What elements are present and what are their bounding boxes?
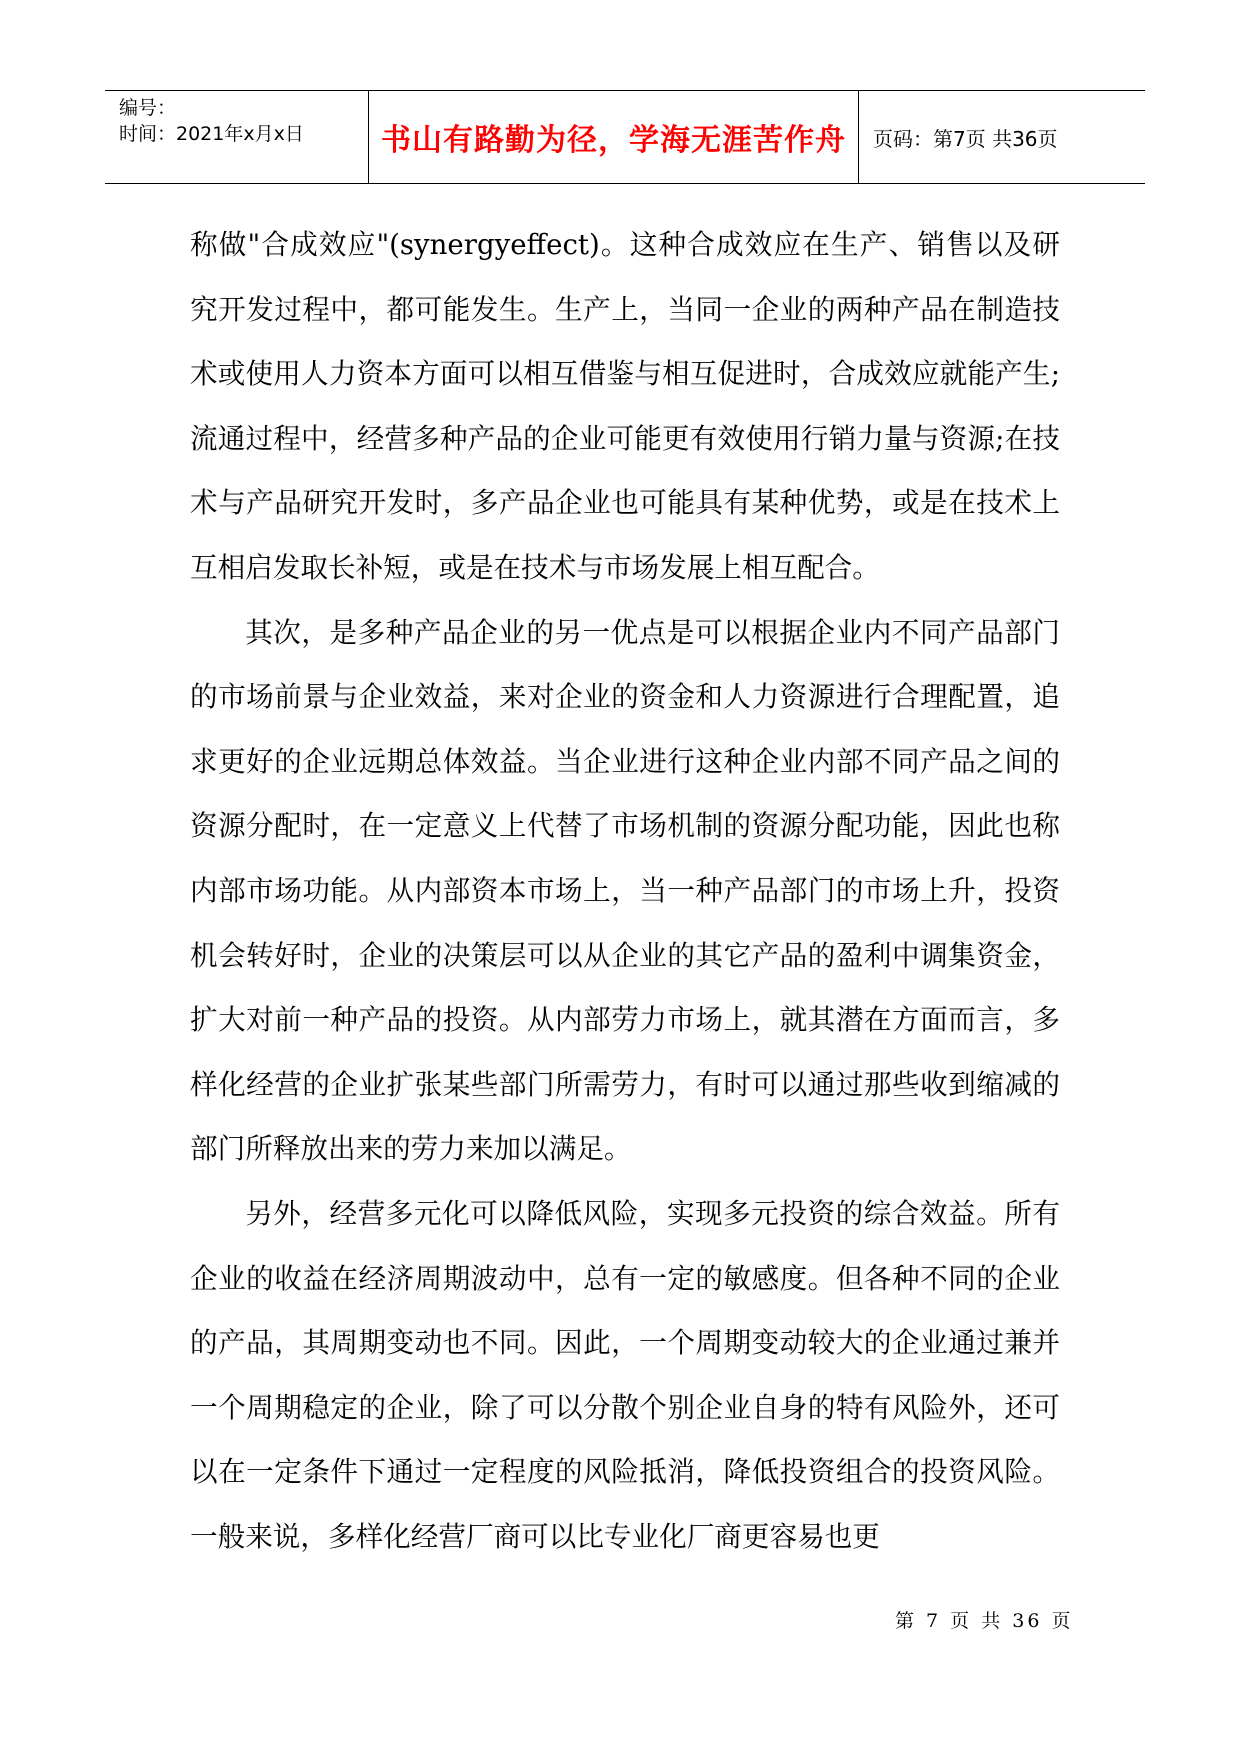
header-page-code: 页码：第7页 共36页 [873, 126, 1058, 151]
page-header [105, 90, 1145, 184]
body-paragraph-2: 其次，是多种产品企业的另一优点是可以根据企业内不同产品部门的市场前景与企业效益，来对企业的资金和人力资源进行合理配置，追求更好的企业远期总体效益。当企业进行这种企业内部不同产品之间的资源分配时，在一定意义上代替了市场机制的资源分配功能，因此也称内部市场功能。从内部资本市场上，当一种产品部门的市场上升，投资机会转好时，企业的决策层可以从企业的其它产品的盈利中调集资金，扩大对前一种产品的投资。从内部劳力市场上，就其潜在方面而言，多样化经营的企业扩张某些部门所需劳力，有时可以通过那些收到缩减的部门所释放出来的劳力来加以满足。 [190, 615, 1060, 1166]
body-paragraph-3: 另外，经营多元化可以降低风险，实现多元投资的综合效益。所有企业的收益在经济周期波动中，总有一定的敏感度。但各种不同的企业的产品，其周期变动也不同。因此，一个周期变动较大的企业通过兼并一个周期稳定的企业，除了可以分散个别企业自身的特有风险外，还可以在一定条件下通过一定程度的风险抵消，降低投资组合的投资风险。一般来说，多样化经营厂商可以比专业化厂商更容易也更 [190, 1196, 1060, 1553]
document-time-label: 时间：2021年x月x日 [119, 123, 304, 145]
body-paragraph-1: 称做"合成效应"(synergyeffect)。这种合成效应在生产、销售以及研究开发过程中，都可能发生。生产上，当同一企业的两种产品在制造技术或使用人力资本方面可以相互借鉴与相互促进时，合成效应就能产生;流通过程中，经营多种产品的企业可能更有效使用行销力量与资源;在技术与产品研究开发时，多产品企业也可能具有某种优势，或是在技术上互相启发取长补短，或是在技术与市场发展上相互配合。 [190, 228, 1060, 584]
page-footer: 第 7 页 共 36 页 [895, 1610, 1074, 1632]
header-meta-cell [105, 91, 369, 183]
document-number-label: 编号： [119, 97, 177, 119]
document-body [190, 213, 1060, 1569]
header-motto: 书山有路勤为径，学海无涯苦作舟 [369, 91, 859, 183]
